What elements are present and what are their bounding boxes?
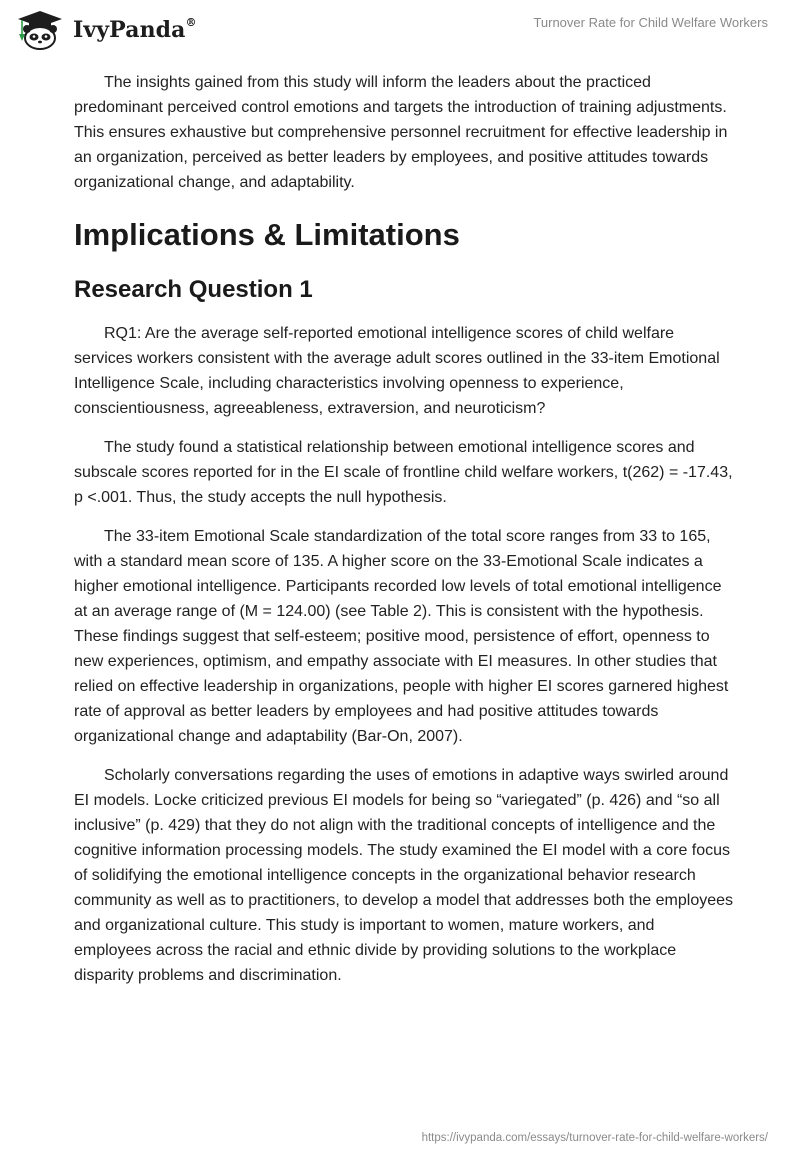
brand-name-text: IvyPanda: [73, 17, 186, 43]
article-body: [74, 70, 734, 1002]
paragraph-scale: The 33-item Emotional Scale standardization of the total score ranges from 33 to 165, with a standard mean score of 135. A higher score on the 33-Emotional Scale indicates a higher emotional intelligence. Participants recorded low levels of total emotional intelligence at an average range of (M = 124.00) (see Table 2). This is consistent with the hypothesis. These findings suggest that self-esteem; positive mood, persistence of effort, openness to new experiences, optimism, and empathy associate with EI measures. In other studies that relied on effective leadership in organizations, people with higher EI scores garnered highest rate of approval as better leaders by employees and had positive attitudes towards organizational change and adaptability (Bar-On, 2007).: [74, 528, 729, 745]
footer-url[interactable]: https://ivypanda.com/essays/turnover-rate-for-child-welfare-workers/: [421, 1132, 768, 1144]
subsection-heading: Research Question 1: [74, 276, 313, 303]
section-heading: Implications & Limitations: [74, 217, 460, 252]
page-header: [0, 0, 800, 62]
document-title: Turnover Rate for Child Welfare Workers: [533, 15, 768, 30]
registered-mark: ®: [185, 15, 197, 29]
paragraph-rq1: RQ1: Are the average self-reported emotional intelligence scores of child welfare services workers consistent with the average adult scores outlined in the 33-item Emotional Intelligence Scale, including characteristics involving openness to experience, conscientiousness, agreeableness, extraversion, and neuroticism?: [74, 325, 720, 417]
brand-name: [73, 17, 197, 43]
paragraph-scholarly: Scholarly conversations regarding the uses of emotions in adaptive ways swirled around EI models. Locke criticized previous EI models for being so “variegated” (p. 426) and “so all inclusive” (p. 429) that they do not align with the traditional concepts of intelligence and the cognitive information processing models. The study examined the EI model with a core focus of solidifying the emotional intelligence concepts in the organizational behavior research community as well as to practitioners, to develop a model that addresses both the employees and organizational culture. This study is important to women, mature workers, and employees across the racial and ethnic divide by providing solutions to the workplace disparity problems and discrimination.: [74, 767, 734, 984]
intro-paragraph: The insights gained from this study will inform the leaders about the practiced predominant perceived control emotions and targets the introduction of training adjustments. This ensures exhaustive but comprehensive personnel recruitment for effective leadership in an organization, perceived as better leaders by employees, and positive attitudes towards organizational change, and adaptability.: [74, 74, 728, 191]
brand-logo[interactable]: [14, 10, 197, 50]
paragraph-findings: The study found a statistical relationship between emotional intelligence scores and subscale scores reported for in the EI scale of frontline child welfare workers, t(262) = -17.43, p <.001. Thus, the study accepts the null hypothesis.: [74, 439, 733, 506]
panda-graduate-icon: [14, 10, 66, 50]
